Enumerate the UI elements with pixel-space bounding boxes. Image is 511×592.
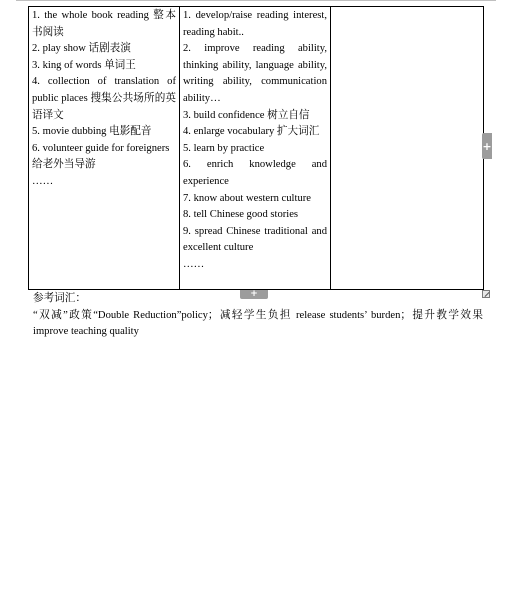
- activity-item: 给老外当导游: [32, 159, 96, 171]
- table-resize-handle[interactable]: [482, 290, 490, 298]
- benefit-item: 6. enrich knowledge and experience: [183, 159, 327, 187]
- benefit-item: 2. improve reading ability, thinking ability, language ability, writing ability, communication ability…: [183, 43, 327, 104]
- benefit-item: 8. tell Chinese good stories: [183, 209, 299, 221]
- cell-activities[interactable]: [29, 7, 180, 290]
- activity-item: 3. king of words 单词王: [32, 59, 136, 71]
- cell-benefits[interactable]: [180, 7, 331, 290]
- add-row-handle[interactable]: +: [482, 133, 492, 159]
- benefit-item: 5. learn by practice: [183, 142, 265, 154]
- reference-body: “双减”政策“Double Reduction”policy；减轻学生负担 release students’ burden；提升教学效果 improve teaching quality: [33, 309, 483, 338]
- activity-item: 6. volunteer guide for foreigners: [32, 142, 170, 154]
- benefit-item: 9. spread Chinese traditional and excellent culture: [183, 225, 327, 254]
- add-column-handle[interactable]: +: [240, 290, 268, 299]
- activity-item: 2. play show 话剧表演: [32, 43, 131, 55]
- table-row: [29, 7, 484, 290]
- reference-heading: 参考词汇：: [33, 293, 86, 304]
- ellipsis: ……: [32, 175, 54, 187]
- activity-table: [28, 6, 484, 290]
- ellipsis: ……: [183, 258, 205, 270]
- benefit-item: 4. enlarge vocabulary 扩大词汇: [183, 126, 320, 138]
- cell-empty[interactable]: [331, 7, 484, 290]
- benefit-item: 3. build confidence 树立自信: [183, 109, 310, 121]
- activity-item: 1. the whole book reading 整本书阅读: [32, 10, 176, 38]
- benefit-item: 1. develop/raise reading interest, reading habit..: [183, 10, 327, 38]
- activity-item: 4. collection of translation of public places 搜集公共场所的英语译文: [32, 76, 176, 121]
- activity-item: 5. movie dubbing 电影配音: [32, 126, 152, 138]
- reference-vocabulary: [33, 291, 483, 341]
- benefit-item: 7. know about western culture: [183, 192, 311, 204]
- page-top-border: [16, 0, 496, 1]
